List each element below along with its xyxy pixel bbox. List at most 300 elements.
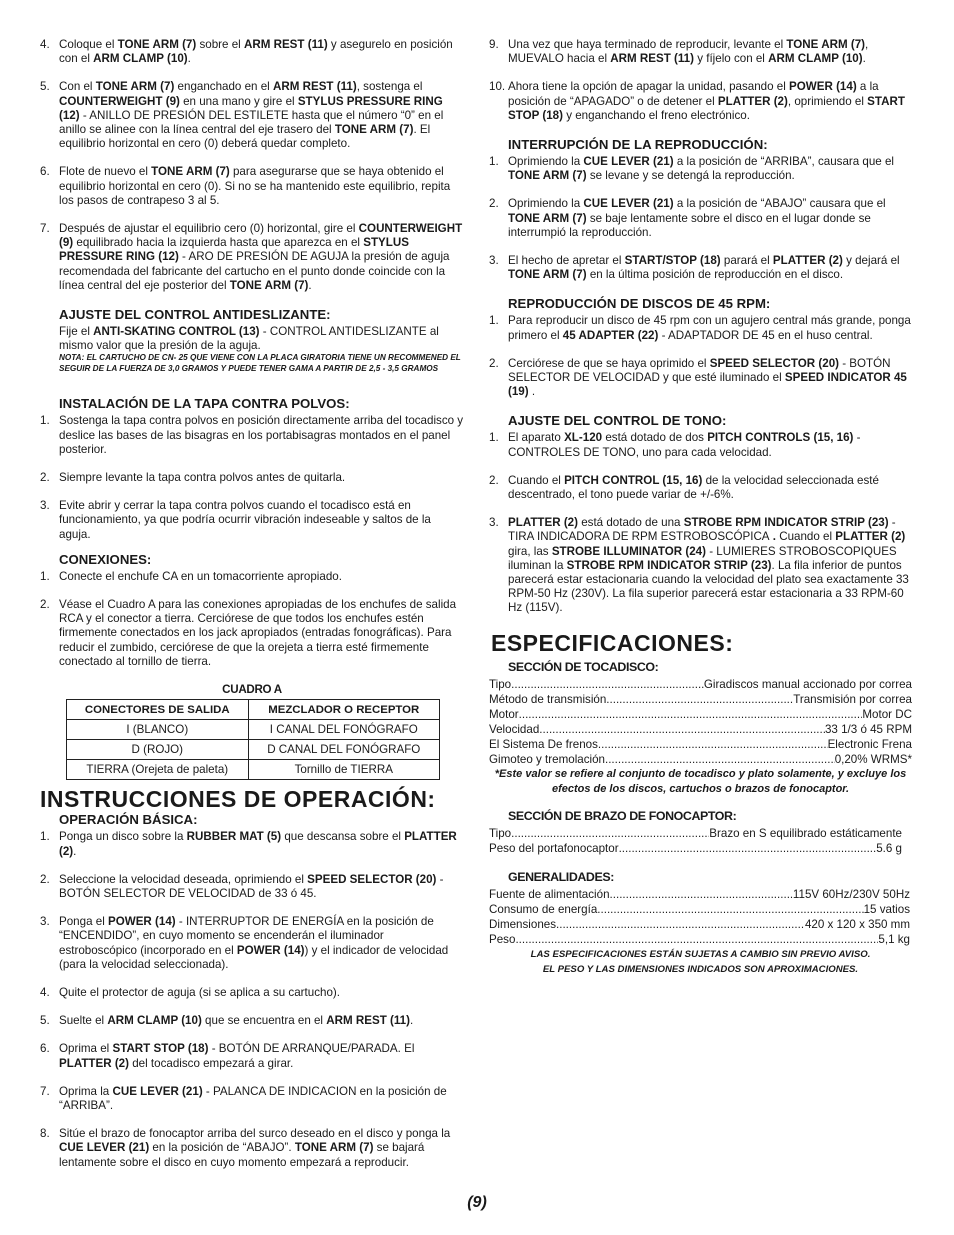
text-run: Ponga el: [59, 915, 108, 929]
play45-heading: REPRODUCCIÓN DE DISCOS DE 45 RPM:: [508, 296, 771, 312]
list-item: [40, 1085, 464, 1113]
text-run: enganchado en el: [174, 80, 273, 94]
list-item: [40, 873, 464, 901]
text-run: Evite abrir y cerrar la tapa contra polvos cuando el tocadisco está en funcionamiento, ya que podría ocurrir vibración indeseable y saltos de la aguja.: [59, 499, 431, 541]
connections-heading: CONEXIONES:: [59, 551, 152, 567]
text-run: Cuando el: [779, 530, 836, 544]
bold-term: 45 ADAPTER (22): [562, 328, 659, 342]
text-run: - TIRA INDICADORA DE RPM ESTROBOSCÓPICA: [508, 516, 896, 544]
list-text: [508, 197, 912, 240]
text-run: está dotado de una: [578, 516, 684, 530]
text-run: Ponga un disco sobre la: [59, 830, 187, 844]
text-run: en la última posición de reproducción en el disco.: [586, 268, 844, 282]
text-run: y asegurelo en posición con el: [59, 38, 453, 66]
list-text: [508, 254, 912, 282]
bold-term: RUBBER MAT (5): [186, 830, 282, 844]
specs-footer-1: LAS ESPECIFICACIONES ESTÁN SUJETAS A CAMBIO SIN PREVIO AVISO.: [530, 949, 871, 961]
text-run: - CONTROL ANTIDESLIZANTE al mismo valor que la presión de la aguja.: [59, 325, 439, 353]
text-run: El aparato: [508, 431, 565, 445]
bold-term: ARM REST (11): [243, 38, 328, 51]
arm-section-heading: SECCIÓN DE BRAZO DE FONOCAPTOR:: [508, 808, 737, 823]
bold-term: TONE ARM (7): [334, 123, 414, 137]
interruption-heading: INTERRUPCIÓN DE LA REPRODUCCIÓN:: [508, 137, 768, 153]
bold-term: XL-120: [564, 431, 603, 445]
spec-row: [489, 677, 912, 692]
list-item: [489, 197, 912, 240]
list-text: [508, 38, 912, 66]
list-item: [489, 38, 912, 66]
text-run: y fíjelo con el: [694, 52, 769, 66]
list-item: [40, 1042, 464, 1070]
text-run: se levane y se detengá la reproducción.: [586, 169, 795, 183]
bold-term: PLATTER (2): [835, 530, 906, 544]
spec-row: [489, 841, 902, 856]
turntable-section-heading: SECCIÓN DE TOCADISCO:: [508, 659, 659, 674]
text-run: Suelte el: [59, 1014, 108, 1028]
right-column: [489, 38, 912, 977]
interruption-steps: [489, 155, 912, 282]
bold-term: SPEED INDICATOR 45 (19): [508, 371, 907, 399]
text-run: Flote de nuevo el: [59, 165, 152, 179]
list-item: [489, 80, 912, 123]
text-run: - BOTÓN SELECTOR DE VELOCIDAD y que esté iluminado el: [508, 356, 891, 385]
list-text: [59, 570, 464, 584]
text-run: Ahora tiene la opción de apagar la unidad, pasando el: [508, 80, 790, 94]
list-item: [40, 414, 464, 457]
dustcover-heading: INSTALACIÓN DE LA TAPA CONTRA POLVOS:: [59, 396, 350, 412]
list-text: [59, 915, 464, 972]
list-text: [59, 830, 464, 858]
bold-term: TONE ARM (7): [786, 38, 866, 51]
table-row: [67, 740, 440, 760]
bold-term: SPEED SELECTOR (20): [307, 872, 437, 886]
spec-value: Electronic Frena: [827, 737, 912, 751]
spec-label: Motor: [489, 707, 519, 721]
text-run: .: [308, 278, 312, 292]
bold-term: CUE LEVER (21): [583, 197, 674, 211]
list-number: 2.: [489, 473, 499, 487]
list-item: [40, 986, 464, 1000]
spec-label: El Sistema De frenos: [489, 737, 598, 751]
list-number: 1.: [489, 155, 499, 169]
list-number: 9.: [489, 38, 499, 51]
list-item: [40, 915, 464, 972]
bold-term: COUNTERWEIGHT (9): [59, 222, 463, 250]
list-number: 1.: [40, 414, 50, 428]
list-item: [489, 155, 912, 183]
list-text: [59, 873, 464, 901]
text-run: , MUEVALO hacia el: [508, 38, 869, 66]
table-row: [67, 720, 440, 740]
page-number: (9): [467, 1194, 487, 1211]
list-number: 7.: [40, 222, 50, 236]
text-run: Sostenga la tapa contra polvos en posición directamente arriba del tocadisco y deslice las bases de las bisagras en los portabisagras montados en el panel posterior.: [59, 414, 464, 456]
steps-top: [489, 38, 912, 123]
connections-table: [66, 699, 440, 780]
text-run: a la posición de “ABAJO” causara que el: [673, 197, 886, 211]
turntable-specs: [489, 677, 912, 767]
text-run: Cerciórese de que se haya oprimido el: [508, 356, 710, 370]
text-run: - BOTÓN DE ARRANQUE/PARADA. El: [208, 1042, 415, 1056]
list-number: 3.: [40, 915, 50, 929]
spec-label: Dimensiones: [489, 918, 557, 932]
list-number: 2.: [40, 872, 50, 886]
list-text: [508, 155, 912, 183]
spec-label: Consumo de energía: [489, 903, 598, 917]
text-run: se bajará lentamente sobre el disco en cuyo momento empezará a reproducir.: [59, 1141, 425, 1169]
text-run: para asegurarse que se haya obtenido el equilibrio horizontal en cero (0). Si no se ha mantenido este equilibrio, repita los pasos de contrapeso 3 al 5.: [59, 165, 451, 207]
list-number: 2.: [489, 356, 499, 370]
text-run: a la posición de “ARRIBA”, causara que el: [673, 155, 895, 169]
spec-row: [489, 917, 910, 932]
spec-value: 115V 60Hz/230V 50Hz: [792, 888, 910, 902]
bold-term: ARM REST (11): [610, 52, 694, 66]
bold-term: STROBE ILLUMINATOR (24): [551, 544, 706, 558]
operation-steps: [40, 830, 464, 1169]
table-header: CONECTORES DE SALIDA: [67, 700, 249, 720]
bold-term: CUE LEVER (21): [59, 1141, 150, 1155]
list-number: 6.: [40, 165, 50, 179]
dot-leader: [515, 932, 878, 947]
bold-term: TONE ARM (7): [117, 38, 197, 51]
bold-term: ARM CLAMP (10): [93, 52, 188, 66]
dot-leader: [539, 722, 825, 737]
list-number: 7.: [40, 1084, 50, 1098]
turntable-note: *Este valor se refiere al conjunto de tocadisco y plato solamente, y excluye los efectos de los discos, cartuchos o brazos de fonocaptor.: [494, 767, 907, 795]
bold-term: ANTI-SKATING CONTROL (13): [93, 325, 260, 339]
text-run: Cuando el: [508, 473, 565, 487]
bold-term: START STOP (18): [508, 94, 905, 122]
dot-leader: [610, 887, 793, 902]
text-run: , oprimiendo el: [787, 94, 868, 108]
spec-value: 5.6 g: [876, 842, 902, 856]
list-text: [59, 222, 464, 293]
operation-title: INSTRUCCIONES DE OPERACIÓN:: [40, 786, 436, 813]
spec-row: [489, 707, 912, 722]
list-item: [489, 516, 912, 615]
text-run: Después de ajustar el equilibrio cero (0) horizontal, gire el: [59, 222, 359, 236]
dustcover-steps: [40, 414, 464, 541]
list-item: [40, 165, 464, 208]
spec-row: [489, 752, 912, 767]
bold-term: PITCH CONTROLS (15, 16): [707, 431, 854, 445]
spec-value: 33 1/3 ó 45 RPM: [824, 722, 912, 736]
spec-value: 15 vatios: [863, 903, 910, 917]
pitch-steps: [489, 431, 912, 615]
table-cell: I (BLANCO): [67, 720, 249, 740]
list-text: [508, 516, 912, 615]
text-run: está dotado de dos: [602, 431, 708, 445]
spec-label: Peso del portafonocaptor: [489, 842, 619, 856]
antiskating-heading: AJUSTE DEL CONTROL ANTIDESLIZANTE:: [59, 307, 331, 323]
list-item: [40, 830, 464, 858]
text-run: .: [409, 1014, 414, 1028]
bold-term: PITCH CONTROL (15, 16): [564, 473, 703, 487]
text-run: - LUMIERES STROBOSCOPIQUES iluminan la: [508, 544, 897, 572]
spec-row: [489, 932, 910, 947]
list-number: 4.: [40, 985, 50, 999]
text-run: Quite el protector de aguja (si se aplica a su cartucho).: [59, 985, 340, 999]
table-cell: I CANAL DEL FONÓGRAFO: [248, 720, 439, 740]
list-text: [59, 1085, 464, 1113]
text-run: - ADAPTADOR DE 45 en el huso central.: [658, 328, 873, 342]
connections-steps: [40, 570, 464, 669]
spec-label: Tipo: [489, 677, 512, 691]
spec-row: [489, 692, 912, 707]
basic-operation-heading: OPERACIÓN BÁSICA:: [59, 812, 198, 828]
text-run: de la velocidad seleccionada esté descentrado, el tono puede variar de +/-6%.: [508, 473, 879, 502]
spec-row: [489, 737, 912, 752]
table-header: MEZCLADOR O RECEPTOR: [248, 700, 439, 720]
bold-term: POWER (14): [789, 80, 857, 94]
table-cell: D (ROJO): [67, 740, 249, 760]
list-item: [40, 1127, 464, 1170]
list-text: [59, 471, 464, 485]
list-item: [40, 499, 464, 542]
dot-leader: [606, 692, 793, 707]
list-text: [508, 314, 912, 342]
bold-term: ARM CLAMP (10): [107, 1014, 202, 1028]
spec-value: Brazo en S equilibrado estáticamente: [709, 827, 902, 841]
text-run: Para reproducir un disco de 45 rpm con un agujero central más grande, ponga primero el: [508, 314, 911, 342]
bold-term: TONE ARM (7): [151, 165, 230, 179]
list-number: 6.: [40, 1042, 50, 1056]
table-cell: TIERRA (Orejeta de paleta): [67, 760, 249, 780]
text-run: y dejará el: [842, 254, 900, 268]
specs-footer-2: EL PESO Y LAS DIMENSIONES INDICADOS SON APROXIMACIONES.: [542, 964, 859, 976]
spec-value: Giradiscos manual accionado por correa: [703, 677, 912, 691]
text-run: - ANILLO DE PRESIÓN DEL ESTILETE hasta que el número “0” en el anillo se alinee con la línea central del eje trasero del: [59, 108, 444, 137]
list-text: [59, 1014, 464, 1028]
text-run: - ARO DE PRESIÓN DE AGUJA la presión de aguja recomendada del fabricante del cartucho en el punto donde coincide con la línea central del eje posterior del: [59, 250, 450, 292]
text-run: Oprima la: [59, 1084, 113, 1098]
list-item: [489, 254, 912, 282]
spec-row: [489, 826, 902, 841]
spec-label: Tipo: [489, 827, 512, 841]
text-run: Véase el Cuadro A para las conexiones apropiadas de los enchufes de salida RCA y el conector a tierra. Cerciórese de que todos los enchufes estén firmemente conectados en los jack apropiados (entradas fonográficas). Para reducir el zumbido, cerciórese de que la orejeta a tierra esté firmemente conectado al tornillo de tierra.: [59, 598, 457, 668]
text-run: se baje lentamente sobre el disco en el lugar donde se interrumpió la reproducción.: [508, 211, 871, 239]
spec-row: [489, 902, 910, 917]
list-item: [40, 1014, 464, 1028]
list-number: 1.: [489, 314, 499, 328]
spec-value: 5,1 kg: [878, 933, 910, 947]
text-run: a la posición de “APAGADO” o de detener el: [508, 80, 879, 108]
spec-value: 0,20% WRMS*: [834, 752, 912, 766]
list-text: [59, 986, 464, 1000]
antiskating-body: [40, 325, 464, 353]
list-text: [59, 598, 464, 669]
text-run: y enganchando el freno electrónico.: [563, 108, 750, 122]
bold-term: STYLUS PRESSURE RING (12): [59, 236, 409, 264]
list-number: 3.: [40, 499, 50, 513]
general-specs: [489, 887, 912, 947]
bold-term: STROBE RPM INDICATOR STRIP (23): [683, 516, 889, 530]
text-run: en la posición de “ABAJO”.: [149, 1141, 295, 1155]
spec-label: Velocidad: [489, 722, 540, 736]
bold-term: STYLUS PRESSURE RING (12): [59, 94, 443, 122]
spec-label: Gimoteo y tremolación: [489, 752, 605, 766]
list-text: [508, 357, 912, 400]
text-run: Oprima el: [59, 1042, 113, 1056]
bold-term: TONE ARM (7): [294, 1141, 374, 1155]
bold-term: PLATTER (2): [717, 94, 788, 108]
bold-term: PLATTER (2): [772, 254, 843, 268]
text-run: que se encuentra en el: [201, 1014, 327, 1028]
spec-label: Fuente de alimentación: [489, 888, 610, 902]
text-run: .: [862, 52, 866, 66]
antiskating-note: NOTA: EL CARTUCHO DE CN- 25 QUE VIENE CON LA PLACA GIRATORIA TIENE UN RECOMMENED EL SEGUIR DE LA FUERZA DE 3,0 GRAMOS Y PUEDE TENER GAMA A PARTIR DE 2,5 - 3,5 GRAMOS: [59, 353, 461, 373]
text-run: .: [187, 52, 191, 66]
list-item: [40, 598, 464, 669]
table-caption: CUADRO A: [222, 683, 282, 697]
spec-value: Motor DC: [862, 707, 912, 721]
text-run: Oprimiendo la: [508, 197, 584, 211]
text-run: Oprimiendo la: [508, 155, 584, 169]
list-number: 4.: [40, 38, 50, 51]
general-section-heading: GENERALIDADES:: [508, 870, 614, 885]
table-row: [67, 760, 440, 780]
list-item: [489, 474, 912, 502]
list-text: [59, 499, 464, 542]
text-run: Con el: [59, 80, 96, 94]
text-run: . La fila inferior de puntos parecerá estar estacionaria cuando la velocidad del plato sea exactamente 33 RPM-50 Hz (230V). La fila superior parecerá estar estacionaria a 33 RPM-60 Hz (115V).: [508, 558, 909, 615]
dot-leader: [605, 752, 835, 767]
list-text: [59, 414, 464, 457]
list-number: 1.: [40, 830, 50, 844]
list-number: 3.: [489, 516, 499, 530]
text-run: - CONTROLES DE TONO, uno para cada velocidad.: [508, 431, 861, 459]
text-run: - BOTÓN SELECTOR DE VELOCIDAD de 33 ó 45.: [59, 872, 444, 900]
dot-leader: [511, 826, 709, 841]
play45-steps: [489, 314, 912, 399]
text-run: Fije el: [59, 325, 94, 339]
dot-leader: [597, 902, 863, 917]
bold-term: TONE ARM (7): [508, 169, 587, 183]
bold-term: TONE ARM (7): [508, 268, 587, 282]
bold-term: COUNTERWEIGHT (9): [59, 94, 180, 108]
spec-label: Método de transmisión: [489, 692, 607, 706]
spec-value: Transmisión por correa: [793, 692, 912, 706]
list-number: 1.: [40, 569, 50, 583]
list-item: [489, 314, 912, 342]
text-run: parará el: [720, 254, 773, 268]
bold-term: TONE ARM (7): [508, 211, 587, 225]
text-run: , sostenga el: [356, 80, 423, 94]
list-number: 5.: [40, 80, 50, 94]
list-number: 8.: [40, 1127, 50, 1141]
bold-term: CUE LEVER (21): [112, 1084, 203, 1098]
spec-value: 420 x 120 x 350 mm: [804, 918, 910, 932]
bold-term: ARM REST (11): [272, 80, 357, 94]
bold-term: POWER (14): [236, 943, 305, 957]
text-run: - PALANCA DE INDICACION en la posición de “ARRIBA”.: [59, 1084, 447, 1112]
bold-term: STROBE RPM INDICATOR STRIP (23): [566, 558, 772, 572]
bold-term: PLATTER (2): [508, 516, 578, 530]
text-run: sobre el: [196, 38, 244, 51]
left-column: [40, 38, 464, 1184]
list-item: [40, 570, 464, 584]
table-header-row: [67, 700, 440, 720]
bold-term: START/STOP (18): [624, 254, 721, 268]
text-run: que descansa sobre el: [281, 830, 405, 844]
list-number: 5.: [40, 1014, 50, 1028]
text-run: ) y el indicador de velocidad (para la velocidad seleccionada).: [59, 943, 449, 971]
bold-term: TONE ARM (7): [95, 80, 175, 94]
dot-leader: [619, 841, 877, 856]
table-cell: D CANAL DEL FONÓGRAFO: [248, 740, 439, 760]
bold-term: CUE LEVER (21): [583, 155, 674, 169]
list-text: [508, 431, 912, 459]
list-item: [40, 80, 464, 151]
bold-term: ARM REST (11): [326, 1014, 410, 1028]
list-number: 10.: [489, 80, 506, 94]
dot-leader: [556, 917, 805, 932]
text-run: Sitúe el brazo de fonocaptor arriba del surco deseado en el disco y ponga la: [59, 1127, 451, 1141]
spec-label: Peso: [489, 933, 516, 947]
arm-specs: [489, 826, 912, 856]
bold-term: START STOP (18): [112, 1042, 209, 1056]
bold-term: ARM CLAMP (10): [768, 52, 863, 66]
list-text: [508, 80, 912, 123]
text-run: . El equilibrio horizontal en cero (0) deberá quedar completo.: [59, 123, 431, 151]
list-number: 2.: [489, 197, 499, 211]
list-number: 2.: [40, 471, 50, 485]
list-text: [508, 474, 912, 502]
text-run: Conecte el enchufe CA en un tomacorriente apropiado.: [59, 569, 342, 583]
specs-title: ESPECIFICACIONES:: [491, 629, 734, 656]
text-run: en una mano y gire el: [179, 94, 298, 108]
list-number: 1.: [489, 431, 499, 445]
dot-leader: [598, 737, 828, 752]
list-text: [59, 1042, 464, 1070]
text-run: Siempre levante la tapa contra polvos antes de quitarla.: [59, 471, 346, 485]
bold-term: POWER (14): [108, 915, 176, 929]
text-run: gira, las: [508, 544, 552, 558]
list-number: 2.: [40, 598, 50, 612]
text-run: .: [528, 385, 536, 399]
spec-row: [489, 722, 912, 737]
list-item: [40, 471, 464, 485]
pitch-heading: AJUSTE DEL CONTROL DE TONO:: [508, 413, 727, 429]
list-text: [59, 80, 464, 151]
list-text: [59, 165, 464, 208]
steps-a: [40, 38, 464, 293]
list-item: [40, 38, 464, 66]
bold-term: PLATTER (2): [59, 1056, 129, 1070]
text-run: - INTERRUPTOR DE ENERGÍA en la posición de “ENCENDIDO”, en cuyo momento se encenderán el iluminador estroboscópico (incorporado en el: [59, 915, 434, 957]
bold-term: .: [769, 530, 780, 544]
list-number: 3.: [489, 254, 499, 268]
dot-leader: [519, 707, 863, 722]
list-text: [59, 38, 464, 66]
text-run: equilibrado hacia la izquierda hasta que aparezca en el: [73, 236, 364, 250]
bold-term: PLATTER (2): [59, 830, 457, 858]
list-item: [489, 431, 912, 459]
list-item: [489, 357, 912, 400]
text-run: El hecho de apretar el: [508, 254, 625, 268]
spec-row: [489, 887, 910, 902]
dot-leader: [511, 677, 704, 692]
bold-term: SPEED SELECTOR (20): [709, 356, 839, 370]
text-run: .: [73, 844, 77, 858]
text-run: Una vez que haya terminado de reproducir, levante el: [508, 38, 787, 51]
text-run: Seleccione la velocidad deseada, oprimiendo el: [59, 872, 308, 886]
text-run: Coloque el: [59, 38, 118, 51]
table-cell: Tornillo de TIERRA: [248, 760, 439, 780]
list-item: [40, 222, 464, 293]
list-text: [59, 1127, 464, 1170]
text-run: del tocadisco empezará a girar.: [129, 1056, 294, 1070]
